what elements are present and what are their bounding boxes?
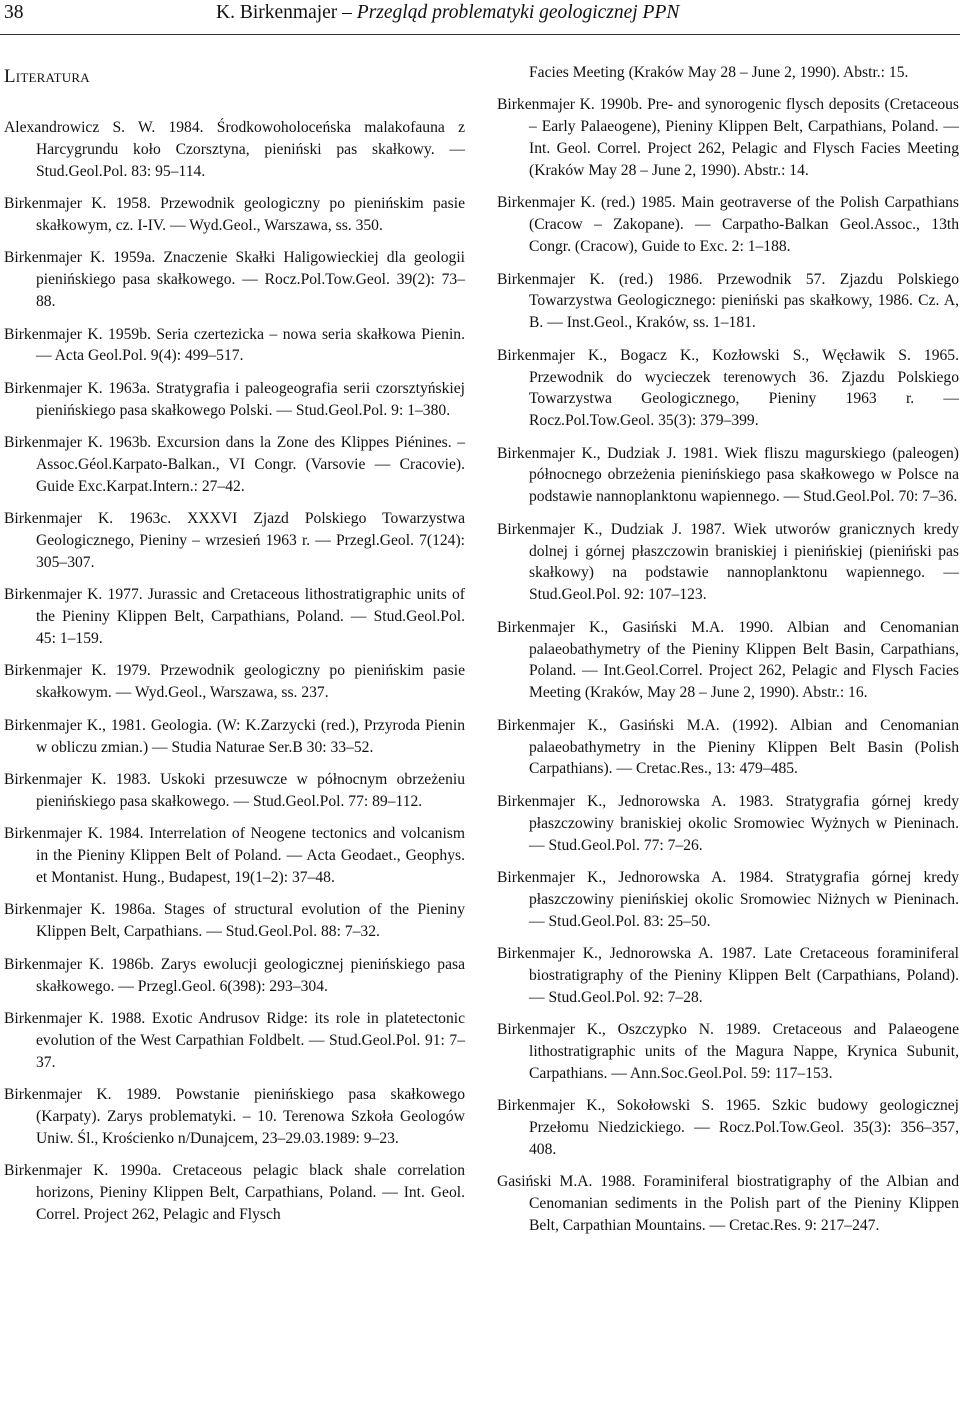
page-header bbox=[0, 0, 960, 40]
reference-entry: Birkenmajer K., Dudziak J. 1981. Wiek fliszu magurskiego (paleogen) północnego obrzeżenia pienińskiego pasa skałkowego w Polsce na podstawie nannoplanktonu wapiennego. — Stud.Geol.Pol. 70: 7–36. bbox=[497, 444, 959, 506]
reference-entry: Birkenmajer K. 1959a. Znaczenie Skałki Haligowieckiej dla geologii pienińskiego pasa skałkowego. — Rocz.Pol.Tow.Geol. 39(2): 73–88. bbox=[4, 249, 465, 311]
reference-entry: Birkenmajer K. (red.) 1985. Main geotraverse of the Polish Carpathians (Cracow – Zakopane). — Carpatho-Balkan Geol.Assoc., 13th Congr. (Cracow), Guide to Exc. 2: 1–188. bbox=[497, 194, 959, 256]
reference-entry: Facies Meeting (Kraków May 28 – June 2, 1990). Abstr.: 15. bbox=[529, 64, 909, 81]
reference-entry: Birkenmajer K. 1986a. Stages of structural evolution of the Pieniny Klippen Belt, Carpathians. — Stud.Geol.Pol. 88: 7–32. bbox=[4, 901, 465, 941]
header-rule bbox=[0, 34, 960, 35]
reference-entry: Birkenmajer K. 1963c. XXXVI Zjazd Polskiego Towarzystwa Geologicznego, Pieniny – wrzesień 1963 r. — Przegl.Geol. 7(124): 305–307. bbox=[4, 510, 465, 571]
reference-entry: Birkenmajer K. 1984. Interrelation of Neogene tectonics and volcanism in the Pieniny Klippen Belt of Poland. — Acta Geodaet., Geophys. et Montanist. Hung., Budapest, 19(1–2): 37–48. bbox=[4, 825, 465, 886]
reference-entry: Birkenmajer K., Bogacz K., Kozłowski S., Węcławik S. 1965. Przewodnik do wycieczek terenowych 36. Zjazdu Polskiego Towarzystwa Geologicznego, Pieniny 1963 r. — Rocz.Pol.Tow.Geol. 35(3): 379–399. bbox=[497, 346, 959, 430]
reference-entry: Birkenmajer K. 1977. Jurassic and Cretaceous lithostratigraphic units of the Pieniny Klippen Belt, Carpathians, Poland. — Stud.Geol.Pol. 45: 1–159. bbox=[4, 586, 465, 648]
reference-entry: Birkenmajer K. 1959b. Seria czertezicka – nowa seria skałkowa Pienin. — Acta Geol.Pol. 9(4): 499–517. bbox=[4, 325, 465, 365]
reference-entry: Birkenmajer K. 1988. Exotic Andrusov Ridge: its role in platetectonic evolution of the West Carpathian Foldbelt. — Stud.Geol.Pol. 91: 7–37. bbox=[4, 1010, 465, 1071]
reference-entry: Birkenmajer K. 1958. Przewodnik geologiczny po pienińskim pasie skałkowym, cz. I-IV. — Wyd.Geol., Warszawa, ss. 350. bbox=[4, 195, 465, 234]
running-title bbox=[216, 0, 679, 26]
reference-entry: Birkenmajer K., Sokołowski S. 1965. Szkic budowy geologicznej Przełomu Niedzickiego. — Rocz.Pol.Tow.Geol. 35(3): 356–357, 408. bbox=[497, 1097, 959, 1158]
reference-entry: Birkenmajer K. (red.) 1986. Przewodnik 57. Zjazdu Polskiego Towarzystwa Geologicznego: pieniński pas skałkowy, 1986. Cz. A, B. — Inst.Geol., Kraków, ss. 1–181. bbox=[497, 270, 959, 332]
reference-entry: Birkenmajer K. 1983. Uskoki przesuwcze w północnym obrzeżeniu pienińskiego pasa skałkowego. — Stud.Geol.Pol. 77: 89–112. bbox=[4, 771, 465, 810]
section-heading: Literatura bbox=[4, 66, 90, 87]
reference-entry: Birkenmajer K. 1979. Przewodnik geologiczny po pienińskim pasie skałkowym. — Wyd.Geol., Warszawa, ss. 237. bbox=[4, 662, 465, 702]
reference-entry: Birkenmajer K. 1990a. Cretaceous pelagic black shale correlation horizons, Pieniny Klippen Belt, Carpathians, Poland. — Int. Geol. Correl. Project 262, Pelagic and Flysch bbox=[4, 1162, 465, 1223]
reference-entry: Birkenmajer K., Jednorowska A. 1987. Late Cretaceous foraminiferal biostratigraphy of the Pieniny Klippen Belt (Carpathians, Poland). — Stud.Geol.Pol. 92: 7–28. bbox=[497, 945, 959, 1006]
reference-entry: Birkenmajer K., Gasiński M.A. (1992). Albian and Cenomanian palaeobathymetry in the Pieniny Klippen Belt Basin (Polish Carpathians). — Cretac.Res., 13: 479–485. bbox=[497, 716, 959, 778]
right-reference-list bbox=[497, 62, 959, 1237]
reference-entry: Birkenmajer K. 1990b. Pre- and synorogenic flysch deposits (Cretaceous – Early Palaeogene), Pieniny Klippen Belt, Carpathians, Poland. — Int. Geol. Correl. Project 262, Pelagic and Flysch Facies Meeting (Kraków May 28 – June 2, 1990). Abstr.: 14. bbox=[497, 96, 959, 179]
reference-entry: Birkenmajer K. 1963b. Excursion dans la Zone des Klippes Piénines. – Assoc.Géol.Karpato-Balkan., VI Congr. (Varsovie — Cracovie). Guide Exc.Karpat.Intern.: 27–42. bbox=[4, 434, 465, 495]
reference-entry: Birkenmajer K., Oszczypko N. 1989. Cretaceous and Palaeogene lithostratigraphic units of the Magura Nappe, Krynica Subunit, Carpathians. — Ann.Soc.Geol.Pol. 59: 117–153. bbox=[497, 1021, 959, 1082]
running-title-author: K. Birkenmajer – bbox=[216, 2, 352, 23]
reference-entry: Birkenmajer K., Jednorowska A. 1983. Stratygrafia górnej kredy płaszczowiny braniskiej okolic Sromowiec Wyżnych w Pieninach. — Stud.Geol.Pol. 77: 7–26. bbox=[497, 792, 959, 854]
right-column bbox=[497, 62, 959, 1248]
reference-entry: Alexandrowicz S. W. 1984. Środkowoholoceńska malakofauna z Harcygrundu koło Czorsztyna, pieniński pas skałkowy. — Stud.Geol.Pol. 83: 95–114. bbox=[4, 119, 465, 180]
reference-entry: Birkenmajer K., Dudziak J. 1987. Wiek utworów granicznych kredy dolnej i górnej płaszczowin braniskiej i pienińskiej (pieniński pas skałkowy) na podstawie nannoplanktonu wapiennego. — Stud.Geol.Pol. 92: 107–123. bbox=[497, 520, 959, 604]
page-number: 38 bbox=[4, 2, 24, 23]
reference-entry: Birkenmajer K., Jednorowska A. 1984. Stratygrafia górnej kredy płaszczowiny pienińskiej okolic Sromowiec Niżnych w Pieninach. — Stud.Geol.Pol. 83: 25–50. bbox=[497, 868, 959, 930]
reference-entry: Birkenmajer K. 1989. Powstanie pienińskiego pasa skałkowego (Karpaty). Zarys problematyki. – 10. Terenowa Szkoła Geologów Uniw. Śl., Krościenko n/Dunajcem, 23–29.03.1989: 9–23. bbox=[4, 1086, 465, 1147]
running-title-italic: Przegląd problematyki geologicznej PPN bbox=[356, 2, 680, 23]
reference-entry: Birkenmajer K., 1981. Geologia. (W: K.Zarzycki (red.), Przyroda Pienin w obliczu zmian.) — Studia Naturae Ser.B 30: 33–52. bbox=[4, 716, 465, 756]
reference-entry: Birkenmajer K. 1986b. Zarys ewolucji geologicznej pienińskiego pasa skałkowego. — Przegl.Geol. 6(398): 293–304. bbox=[4, 955, 465, 995]
reference-entry: Birkenmajer K. 1963a. Stratygrafia i paleogeografia serii czorsztyńskiej pienińskiego pasa skałkowego Polski. — Stud.Geol.Pol. 9: 1–380. bbox=[4, 379, 465, 419]
left-column bbox=[4, 60, 465, 1236]
left-reference-list bbox=[4, 117, 465, 1226]
reference-entry: Birkenmajer K., Gasiński M.A. 1990. Albian and Cenomanian palaeobathymetry of the Pieniny Klippen Belt Basin, Carpathians, Poland. — Int.Geol.Correl. Project 262, Pelagic and Flysch Facies Meeting (Kraków, May 28 – June 2, 1990). Abstr.: 16. bbox=[497, 618, 959, 702]
reference-entry: Gasiński M.A. 1988. Foraminiferal biostratigraphy of the Albian and Cenomanian sediments in the Polish part of the Pieniny Klippen Belt, Carpathian Mountains. — Cretac.Res. 9: 217–247. bbox=[497, 1173, 959, 1235]
